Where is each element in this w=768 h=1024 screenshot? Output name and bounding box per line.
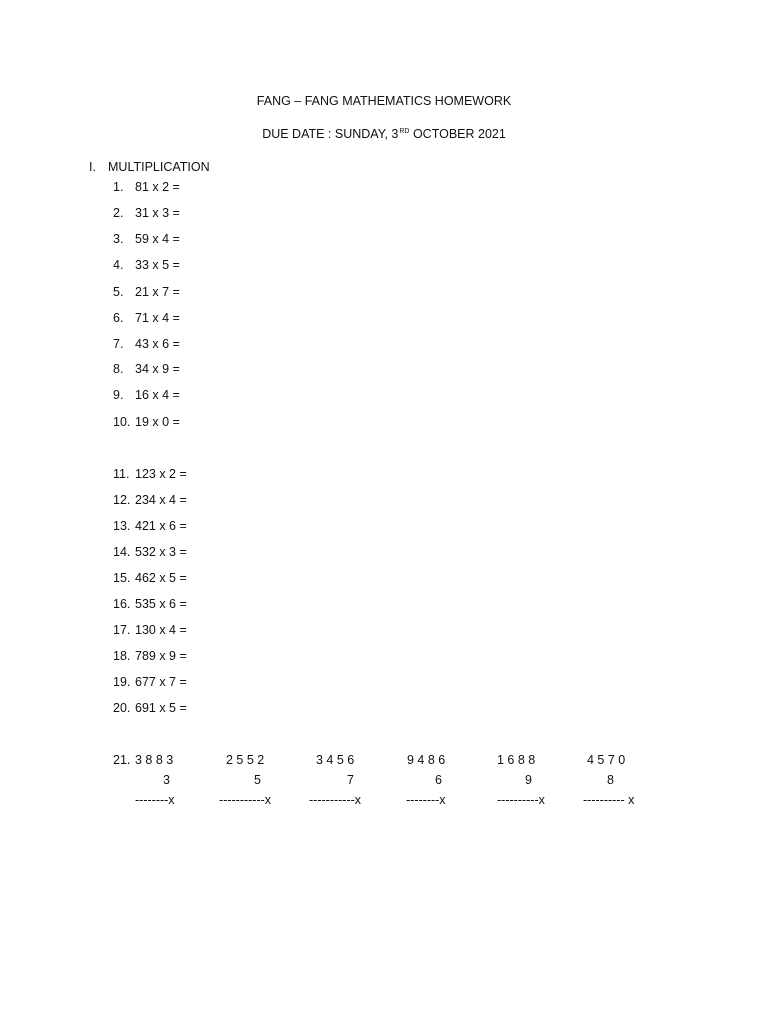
problem-text: 59 x 4 = <box>135 232 180 246</box>
problem-number: 19. <box>113 675 131 689</box>
problem-number: 21. <box>113 753 131 767</box>
problem-text: 532 x 3 = <box>135 545 187 559</box>
multiplicand: 3 4 5 6 <box>316 753 355 767</box>
multiplicand: 9 4 8 6 <box>407 753 446 767</box>
multiplier: 6 <box>435 773 442 787</box>
problem-number: 18. <box>113 649 131 663</box>
problem-text: 789 x 9 = <box>135 649 187 663</box>
problem-number: 7. <box>113 337 124 351</box>
problem-text: 43 x 6 = <box>135 337 180 351</box>
problem-number: 8. <box>113 362 124 376</box>
problem-text: 34 x 9 = <box>135 362 180 376</box>
multiplicand: 4 5 7 0 <box>587 753 626 767</box>
problem-text: 33 x 5 = <box>135 258 180 272</box>
problem-number: 3. <box>113 232 124 246</box>
problem-number: 10. <box>113 415 131 429</box>
problem-number: 14. <box>113 545 131 559</box>
problem-number: 1. <box>113 180 124 194</box>
problem-number: 2. <box>113 206 124 220</box>
problem-text: 19 x 0 = <box>135 415 180 429</box>
problem-number: 11. <box>113 467 130 481</box>
problem-text: 130 x 4 = <box>135 623 187 637</box>
problem-text: 677 x 7 = <box>135 675 187 689</box>
multiplier: 3 <box>163 773 170 787</box>
multiplier: 7 <box>347 773 354 787</box>
answer-line: --------x <box>406 793 446 807</box>
due-date-suffix: OCTOBER 2021 <box>409 127 506 141</box>
due-date-prefix: DUE DATE : SUNDAY, 3 <box>262 127 399 141</box>
due-date-superscript: RD <box>399 128 410 135</box>
problem-text: 234 x 4 = <box>135 493 187 507</box>
answer-line: -----------x <box>309 793 362 807</box>
problem-number: 15. <box>113 571 131 585</box>
page-title: FANG – FANG MATHEMATICS HOMEWORK <box>256 94 512 108</box>
answer-line: --------x <box>135 793 175 807</box>
problem-text: 462 x 5 = <box>135 571 187 585</box>
multiplicand: 1 6 8 8 <box>497 753 536 767</box>
problem-text: 421 x 6 = <box>135 519 187 533</box>
section-title: MULTIPLICATION <box>108 160 210 174</box>
section-heading <box>89 160 210 174</box>
multiplier: 8 <box>607 773 614 787</box>
problem-text: 81 x 2 = <box>135 180 180 194</box>
problem-number: 6. <box>113 311 124 325</box>
multiplier: 5 <box>254 773 261 787</box>
problem-text: 535 x 6 = <box>135 597 187 611</box>
problem-text: 123 x 2 = <box>135 467 187 481</box>
multiplicand: 2 5 5 2 <box>226 753 265 767</box>
answer-line: -----------x <box>219 793 272 807</box>
due-date <box>0 127 768 141</box>
problem-number: 12. <box>113 493 131 507</box>
problem-number: 5. <box>113 285 124 299</box>
multiplier: 9 <box>525 773 532 787</box>
problem-number: 20. <box>113 701 131 715</box>
answer-line: ----------x <box>497 793 545 807</box>
problem-text: 691 x 5 = <box>135 701 187 715</box>
problem-number: 16. <box>113 597 131 611</box>
problem-number: 17. <box>113 623 131 637</box>
problem-text: 21 x 7 = <box>135 285 180 299</box>
problem-number: 13. <box>113 519 131 533</box>
section-number: I. <box>89 160 96 174</box>
multiplicand: 3 8 8 3 <box>135 753 174 767</box>
problem-number: 4. <box>113 258 124 272</box>
problem-text: 16 x 4 = <box>135 388 180 402</box>
problem-text: 71 x 4 = <box>135 311 180 325</box>
problem-text: 31 x 3 = <box>135 206 180 220</box>
answer-line: ---------- x <box>583 793 635 807</box>
problem-number: 9. <box>113 388 124 402</box>
